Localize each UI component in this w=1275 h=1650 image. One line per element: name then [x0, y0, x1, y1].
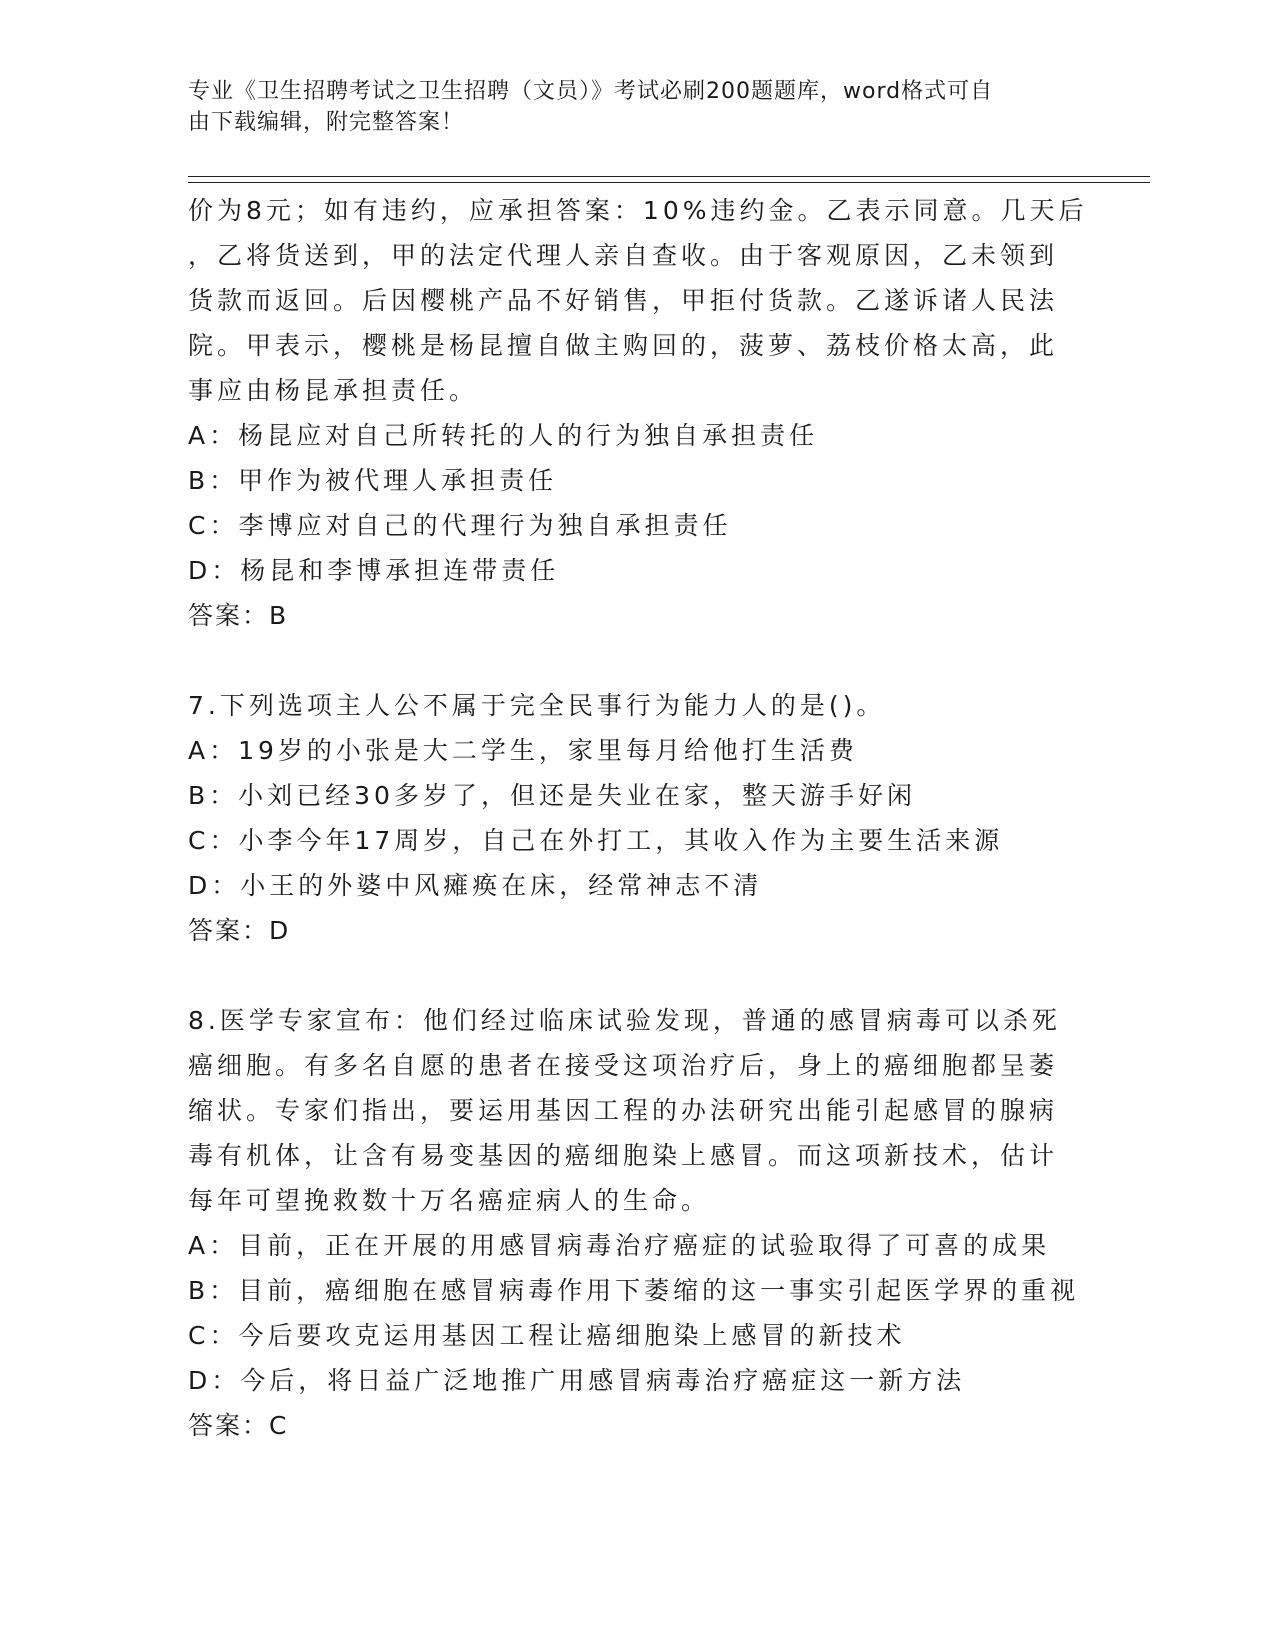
option-c: C：小李今年17周岁，自己在外打工，其收入作为主要生活来源 [188, 826, 1004, 855]
option-c: C：李博应对自己的代理行为独自承担责任 [188, 511, 732, 540]
header-line: 专业《卫生招聘考试之卫生招聘（文员）》考试必刷200题题库，word格式可自 [188, 79, 994, 104]
question-text-line: 缩状。专家们指出，要运用基因工程的办法研究出能引起感冒的腺病 [188, 1096, 1059, 1125]
option-d: D：今后，将日益广泛地推广用感冒病毒治疗癌症这一新方法 [188, 1366, 966, 1395]
header-line: 由下载编辑，附完整答案！ [188, 110, 465, 135]
question-text-line: 院。甲表示，樱桃是杨昆擅自做主购回的，菠萝、荔枝价格太高，此 [188, 331, 1059, 360]
option-a: A：杨昆应对自己所转托的人的行为独自承担责任 [188, 421, 819, 450]
question-6 [188, 188, 1088, 638]
question-text-line: 价为8元；如有违约，应承担答案：10%违约金。乙表示同意。几天后 [188, 196, 1088, 225]
spacer [188, 638, 1088, 683]
document-body [188, 188, 1088, 1448]
spacer [188, 953, 1088, 998]
question-text-line: 每年可望挽救数十万名癌症病人的生命。 [188, 1186, 711, 1215]
question-text-line: 货款而返回。后因樱桃产品不好销售，甲拒付货款。乙遂诉诸人民法 [188, 286, 1059, 315]
question-8 [188, 998, 1088, 1448]
option-b: B：小刘已经30多岁了，但还是失业在家，整天游手好闲 [188, 781, 916, 810]
option-d: D：小王的外婆中风瘫痪在床，经常神志不清 [188, 871, 763, 900]
question-text-line: 事应由杨昆承担责任。 [188, 376, 479, 405]
question-text-line: 8.医学专家宣布：他们经过临床试验发现，普通的感冒病毒可以杀死 [188, 1006, 1061, 1035]
answer-line: 答案：C [188, 1411, 289, 1440]
question-text-line: 癌细胞。有多名自愿的患者在接受这项治疗后，身上的癌细胞都呈萎 [188, 1051, 1059, 1080]
question-text-line: ，乙将货送到，甲的法定代理人亲自查收。由于客观原因，乙未领到 [188, 241, 1059, 270]
option-a: A：19岁的小张是大二学生，家里每月给他打生活费 [188, 736, 858, 765]
option-b: B：甲作为被代理人承担责任 [188, 466, 558, 495]
answer-line: 答案：D [188, 916, 291, 945]
question-7 [188, 683, 1088, 953]
option-b: B：目前，癌细胞在感冒病毒作用下萎缩的这一事实引起医学界的重视 [188, 1276, 1080, 1305]
question-text-line: 7.下列选项主人公不属于完全民事行为能力人的是()。 [188, 691, 886, 720]
option-d: D：杨昆和李博承担连带责任 [188, 556, 560, 585]
question-text-line: 毒有机体，让含有易变基因的癌细胞染上感冒。而这项新技术，估计 [188, 1141, 1059, 1170]
option-c: C：今后要攻克运用基因工程让癌细胞染上感冒的新技术 [188, 1321, 906, 1350]
document-header [188, 76, 1068, 138]
option-a: A：目前，正在开展的用感冒病毒治疗癌症的试验取得了可喜的成果 [188, 1231, 1051, 1260]
header-divider [188, 176, 1150, 183]
answer-line: 答案：B [188, 601, 289, 630]
